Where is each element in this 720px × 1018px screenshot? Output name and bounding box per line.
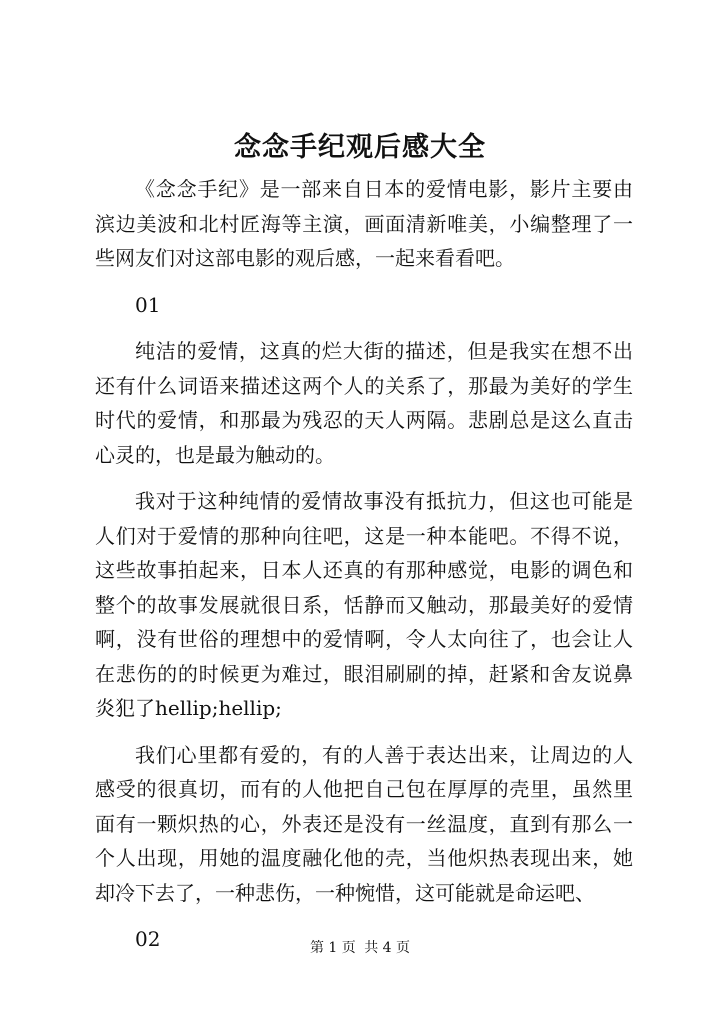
intro-paragraph: 《念念手纪》是一部来自日本的爱情电影，影片主要由滨边美波和北村匠海等主演，画面清新唯美，小编整理了一些网友们对这部电影的观后感，一起来看看吧。 <box>95 177 633 270</box>
section-01-paragraph-2: 我对于这种纯情的爱情故事没有抵抗力，但这也可能是人们对于爱情的那种向往吧，这是一种本能吧。不得不说，这些故事拍起来，日本人还真的有那种感觉，电影的调色和整个的故事发展就很日系，恬静而又触动，那最美好的爱情啊，没有世俗的理想中的爱情啊，令人太向往了，也会让人在悲伤的的时候更为难过，眼泪刷刷的掉，赶紧和舍友说鼻炎犯了hellip;hellip; <box>95 489 633 720</box>
page-footer <box>0 938 720 958</box>
section-number-01: 01 <box>135 292 161 317</box>
section-number-02: 02 <box>135 927 161 951</box>
page-total: 共 4 页 <box>364 940 411 956</box>
page-number: 第 1 页 <box>309 940 356 956</box>
page-title: 念念手纪观后感大全 <box>234 132 486 163</box>
document-body <box>95 172 633 969</box>
section-01-paragraph-3: 我们心里都有爱的，有的人善于表达出来，让周边的人感受的很真切，而有的人他把自己包在厚厚的壳里，虽然里面有一颗炽热的心，外表还是没有一丝温度，直到有那么一个人出现，用她的温度融化他的壳，当他炽热表现出来，她却冷下去了，一种悲伤，一种惋惜，这可能就是命运吧、 <box>95 742 633 905</box>
section-01-paragraph-1: 纯洁的爱情，这真的烂大街的描述，但是我实在想不出还有什么词语来描述这两个人的关系了，那最为美好的学生时代的爱情，和那最为残忍的天人两隔。悲剧总是这么直击心灵的，也是最为触动的。 <box>95 339 633 467</box>
